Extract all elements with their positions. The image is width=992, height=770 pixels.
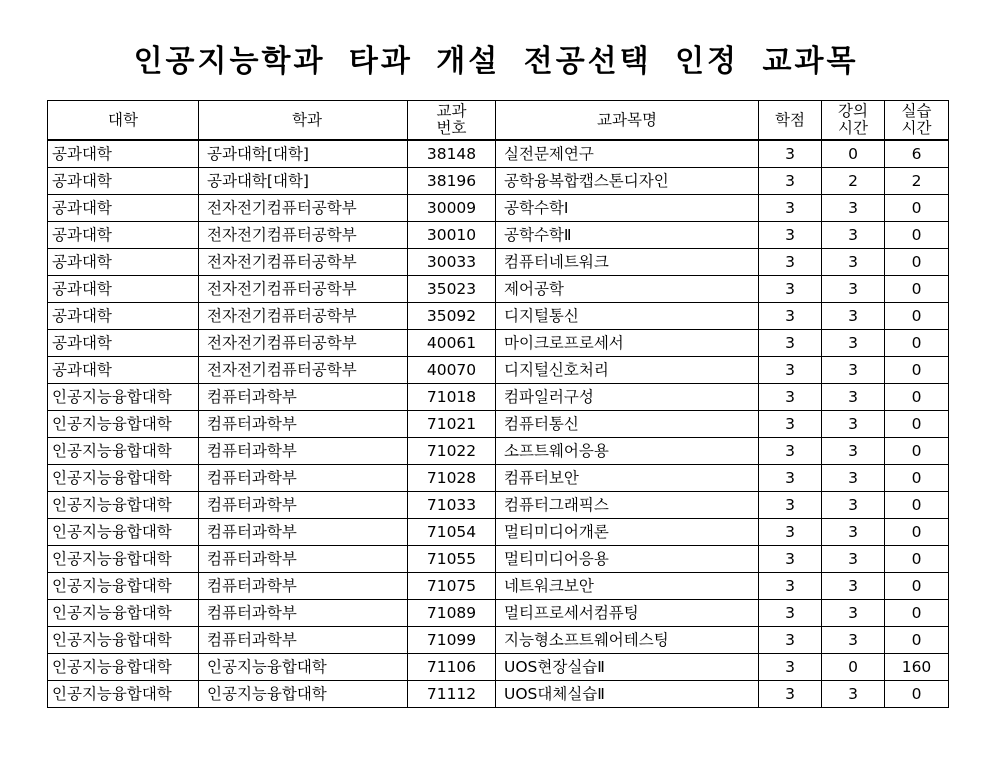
cell-lecture-hours: 3 [822,492,885,519]
cell-course-code: 35023 [408,276,496,303]
cell-department: 컴퓨터과학부 [199,546,408,573]
cell-college: 공과대학 [48,249,199,276]
cell-college: 인공지능융합대학 [48,546,199,573]
header-row [48,101,949,141]
table-row [48,303,949,330]
cell-course-name: 디지털통신 [496,303,759,330]
cell-course-code: 71106 [408,654,496,681]
cell-lab-hours: 0 [885,438,949,465]
table-row [48,546,949,573]
cell-course-code: 40070 [408,357,496,384]
header-course-code-line1: 교과 [436,102,467,120]
cell-course-name: 마이크로프로세서 [496,330,759,357]
cell-department: 컴퓨터과학부 [199,492,408,519]
table-row [48,195,949,222]
table-row [48,168,949,195]
table-row [48,627,949,654]
cell-credits: 3 [759,573,822,600]
header-lab-hours-line1: 실습 [901,102,932,120]
cell-department: 컴퓨터과학부 [199,627,408,654]
cell-college: 공과대학 [48,276,199,303]
cell-course-code: 71021 [408,411,496,438]
cell-lab-hours: 0 [885,303,949,330]
cell-credits: 3 [759,195,822,222]
cell-lecture-hours: 3 [822,573,885,600]
header-lecture-hours-line2: 시간 [838,119,868,137]
cell-credits: 3 [759,600,822,627]
cell-credits: 3 [759,546,822,573]
cell-course-code: 71112 [408,681,496,708]
cell-lecture-hours: 3 [822,303,885,330]
cell-course-code: 38148 [408,140,496,168]
cell-lecture-hours: 3 [822,249,885,276]
cell-course-name: 공학융복합캡스톤디자인 [496,168,759,195]
cell-college: 인공지능융합대학 [48,519,199,546]
cell-department: 컴퓨터과학부 [199,384,408,411]
cell-college: 공과대학 [48,303,199,330]
header-course-name: 교과목명 [496,101,759,141]
cell-credits: 3 [759,276,822,303]
header-lecture-hours [822,101,885,141]
cell-credits: 3 [759,492,822,519]
cell-college: 인공지능융합대학 [48,384,199,411]
table-row [48,654,949,681]
cell-credits: 3 [759,519,822,546]
cell-college: 인공지능융합대학 [48,627,199,654]
cell-lab-hours: 0 [885,330,949,357]
cell-college: 인공지능융합대학 [48,681,199,708]
table-row [48,573,949,600]
table-row [48,600,949,627]
cell-course-name: 멀티미디어개론 [496,519,759,546]
cell-credits: 3 [759,222,822,249]
course-table [47,100,949,708]
table-row [48,438,949,465]
cell-lecture-hours: 3 [822,519,885,546]
cell-department: 전자전기컴퓨터공학부 [199,357,408,384]
cell-department: 전자전기컴퓨터공학부 [199,276,408,303]
cell-lecture-hours: 3 [822,330,885,357]
cell-course-code: 71099 [408,627,496,654]
header-course-code [408,101,496,141]
cell-credits: 3 [759,168,822,195]
cell-course-name: 디지털신호처리 [496,357,759,384]
cell-lab-hours: 0 [885,627,949,654]
table-row [48,519,949,546]
table-row [48,411,949,438]
cell-department: 공과대학[대학] [199,140,408,168]
cell-lab-hours: 0 [885,519,949,546]
table-row [48,357,949,384]
cell-credits: 3 [759,465,822,492]
cell-department: 전자전기컴퓨터공학부 [199,222,408,249]
cell-lecture-hours: 3 [822,195,885,222]
cell-course-name: 컴파일러구성 [496,384,759,411]
cell-lecture-hours: 3 [822,546,885,573]
cell-department: 컴퓨터과학부 [199,600,408,627]
cell-lecture-hours: 3 [822,681,885,708]
cell-course-name: 컴퓨터네트워크 [496,249,759,276]
cell-department: 컴퓨터과학부 [199,411,408,438]
cell-department: 컴퓨터과학부 [199,573,408,600]
cell-course-name: 멀티미디어응용 [496,546,759,573]
cell-credits: 3 [759,330,822,357]
cell-lecture-hours: 3 [822,384,885,411]
cell-college: 공과대학 [48,357,199,384]
cell-course-code: 71018 [408,384,496,411]
cell-lecture-hours: 3 [822,438,885,465]
table-row [48,140,949,168]
cell-credits: 3 [759,654,822,681]
cell-lab-hours: 160 [885,654,949,681]
cell-credits: 3 [759,249,822,276]
table-row [48,330,949,357]
cell-course-name: 컴퓨터그래픽스 [496,492,759,519]
cell-lab-hours: 0 [885,222,949,249]
cell-lecture-hours: 3 [822,465,885,492]
cell-department: 컴퓨터과학부 [199,438,408,465]
table-row [48,465,949,492]
cell-lecture-hours: 3 [822,276,885,303]
cell-course-name: UOS현장실습Ⅱ [496,654,759,681]
cell-college: 공과대학 [48,168,199,195]
cell-lecture-hours: 0 [822,654,885,681]
cell-lab-hours: 0 [885,573,949,600]
table-row [48,681,949,708]
cell-course-code: 40061 [408,330,496,357]
cell-lab-hours: 0 [885,411,949,438]
cell-college: 인공지능융합대학 [48,573,199,600]
cell-credits: 3 [759,438,822,465]
cell-course-code: 30010 [408,222,496,249]
cell-department: 인공지능융합대학 [199,654,408,681]
cell-course-name: 실전문제연구 [496,140,759,168]
cell-credits: 3 [759,681,822,708]
cell-college: 인공지능융합대학 [48,600,199,627]
cell-department: 전자전기컴퓨터공학부 [199,330,408,357]
header-department: 학과 [199,101,408,141]
cell-course-name: 컴퓨터보안 [496,465,759,492]
cell-course-code: 71028 [408,465,496,492]
cell-department: 전자전기컴퓨터공학부 [199,195,408,222]
cell-department: 컴퓨터과학부 [199,465,408,492]
cell-department: 공과대학[대학] [199,168,408,195]
header-lecture-hours-line1: 강의 [838,102,868,120]
cell-lab-hours: 0 [885,276,949,303]
page-title: 인공지능학과 타과 개설 전공선택 인정 교과목 [133,44,859,79]
cell-lab-hours: 6 [885,140,949,168]
cell-course-code: 38196 [408,168,496,195]
cell-college: 공과대학 [48,140,199,168]
cell-course-code: 71075 [408,573,496,600]
cell-lab-hours: 0 [885,195,949,222]
cell-course-name: 네트워크보안 [496,573,759,600]
cell-credits: 3 [759,303,822,330]
cell-course-name: 멀티프로세서컴퓨팅 [496,600,759,627]
cell-college: 인공지능융합대학 [48,654,199,681]
cell-course-name: 지능형소프트웨어테스팅 [496,627,759,654]
cell-college: 인공지능융합대학 [48,411,199,438]
cell-course-code: 30033 [408,249,496,276]
table-row [48,384,949,411]
header-college: 대학 [48,101,199,141]
cell-college: 공과대학 [48,222,199,249]
cell-course-name: 제어공학 [496,276,759,303]
cell-college: 인공지능융합대학 [48,492,199,519]
cell-college: 인공지능융합대학 [48,438,199,465]
table-row [48,276,949,303]
course-rows [48,140,949,708]
cell-lecture-hours: 3 [822,357,885,384]
cell-course-name: 컴퓨터통신 [496,411,759,438]
cell-department: 전자전기컴퓨터공학부 [199,249,408,276]
cell-credits: 3 [759,140,822,168]
header-lab-hours-line2: 시간 [901,119,932,137]
cell-lab-hours: 2 [885,168,949,195]
table-row [48,222,949,249]
cell-course-name: UOS대체실습Ⅱ [496,681,759,708]
cell-lab-hours: 0 [885,384,949,411]
cell-college: 인공지능융합대학 [48,465,199,492]
cell-course-code: 71055 [408,546,496,573]
cell-lecture-hours: 3 [822,627,885,654]
cell-lab-hours: 0 [885,465,949,492]
cell-credits: 3 [759,357,822,384]
cell-course-code: 71033 [408,492,496,519]
header-lab-hours [885,101,949,141]
cell-lecture-hours: 0 [822,140,885,168]
cell-lab-hours: 0 [885,600,949,627]
cell-college: 공과대학 [48,195,199,222]
cell-credits: 3 [759,411,822,438]
cell-lecture-hours: 3 [822,222,885,249]
cell-credits: 3 [759,627,822,654]
cell-course-name: 공학수학Ⅱ [496,222,759,249]
cell-lab-hours: 0 [885,249,949,276]
table-row [48,492,949,519]
cell-course-name: 공학수학Ⅰ [496,195,759,222]
cell-course-code: 30009 [408,195,496,222]
cell-department: 인공지능융합대학 [199,681,408,708]
cell-lab-hours: 0 [885,357,949,384]
cell-department: 전자전기컴퓨터공학부 [199,303,408,330]
cell-lab-hours: 0 [885,546,949,573]
cell-lecture-hours: 3 [822,600,885,627]
cell-lecture-hours: 2 [822,168,885,195]
cell-course-code: 71054 [408,519,496,546]
cell-course-code: 71089 [408,600,496,627]
cell-course-name: 소프트웨어응용 [496,438,759,465]
header-credits: 학점 [759,101,822,141]
cell-lab-hours: 0 [885,492,949,519]
cell-course-code: 71022 [408,438,496,465]
cell-credits: 3 [759,384,822,411]
cell-course-code: 35092 [408,303,496,330]
cell-college: 공과대학 [48,330,199,357]
header-course-code-line2: 번호 [436,119,467,137]
cell-department: 컴퓨터과학부 [199,519,408,546]
table-row [48,249,949,276]
cell-lecture-hours: 3 [822,411,885,438]
cell-lab-hours: 0 [885,681,949,708]
